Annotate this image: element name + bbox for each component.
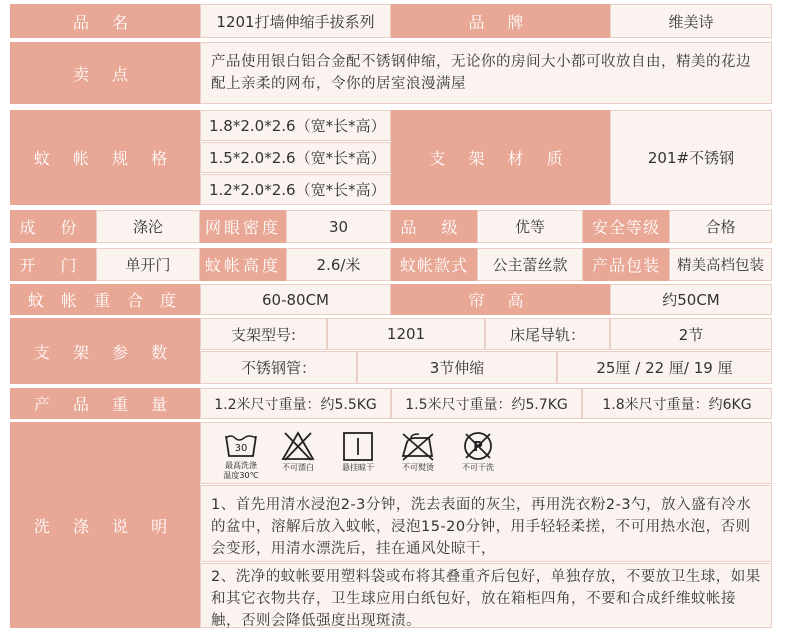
door-value: 单开门	[96, 248, 200, 281]
net-style-label: 蚊帐款式	[391, 248, 477, 281]
frame-material-label: 支 架 材 质	[391, 110, 610, 205]
frame-material-value: 201#不锈钢	[610, 110, 772, 205]
brand-value: 维美诗	[610, 4, 772, 38]
curtain-height-value: 约50CM	[610, 284, 772, 315]
product-name-value: 1201打墙伸缩手拔系列	[200, 4, 391, 38]
tube-value: 3节伸缩	[357, 351, 557, 384]
safety-level-value: 合格	[669, 210, 772, 243]
wash-30-icon	[223, 430, 259, 460]
safety-level-label: 安全等级	[583, 210, 669, 243]
washing-label: 洗 涤 说 明	[10, 422, 200, 628]
overlap-label: 蚊 帐 重 合 度	[10, 284, 200, 315]
no-iron-icon	[399, 430, 437, 462]
hang-dry-icon	[340, 430, 376, 462]
frame-params-label: 支 架 参 数	[10, 318, 200, 384]
net-height-label: 蚊帐高度	[200, 248, 286, 281]
product-name-label: 品 名	[10, 4, 200, 38]
care-caption: 最高洗涤	[225, 461, 257, 470]
care-caption: 不可熨烫	[402, 463, 434, 472]
washing-instruction-1: 1、首先用清水浸泡2-3分钟，洗去表面的灰尘，再用洗衣粉2-3勺，放入盛有冷水的盆中，溶解后放入蚊帐，浸泡15-20分钟，用手轻轻柔搓，不可用热水泡，否则会变形，用清水漂洗后，挂在通风处晾干，	[200, 485, 772, 562]
grade-value: 优等	[477, 210, 583, 243]
svg-text:P: P	[473, 440, 483, 455]
spec-item: 1.5*2.0*2.6（宽*长*高）	[200, 142, 391, 173]
care-icon-wash	[215, 430, 267, 480]
grade-label: 品 级	[391, 210, 477, 243]
net-spec-label: 蚊 帐 规 格	[10, 110, 200, 205]
tube-sizes: 25厘 / 22 厘/ 19 厘	[557, 351, 772, 384]
selling-point-text: 产品使用银白铝合金配不锈钢伸缩，无论你的房间大小都可收放自由，精美的花边配上亲柔的网布，令你的居室浪漫满屋	[200, 42, 772, 104]
weight-item: 1.2米尺寸重量：约5.5KG	[200, 388, 391, 419]
spec-item: 1.8*2.0*2.6（宽*长*高）	[200, 110, 391, 141]
product-weight-label: 产 品 重 量	[10, 388, 200, 419]
packaging-label: 产品包装	[583, 248, 669, 281]
mesh-density-value: 30	[286, 210, 391, 243]
selling-point-label: 卖 点	[10, 42, 200, 104]
rail-label: 床尾导轨：	[485, 318, 610, 350]
rail-value: 2节	[610, 318, 772, 350]
svg-text:30: 30	[234, 443, 248, 454]
packaging-value: 精美高档包装	[669, 248, 772, 281]
door-label: 开 门	[10, 248, 96, 281]
care-caption: 温度30℃	[223, 471, 259, 480]
no-bleach-icon	[280, 430, 316, 462]
weight-item: 1.8米尺寸重量：约6KG	[582, 388, 772, 419]
curtain-height-label: 帘 高	[391, 284, 610, 315]
model-value: 1201	[327, 318, 485, 350]
net-style-value: 公主蕾丝款	[477, 248, 583, 281]
mesh-density-label: 网眼密度	[200, 210, 286, 243]
composition-value: 涤沦	[96, 210, 200, 243]
overlap-value: 60-80CM	[200, 284, 391, 315]
weight-item: 1.5米尺寸重量：约5.7KG	[391, 388, 582, 419]
care-icon-dryclean	[452, 430, 504, 472]
care-icon-bleach	[272, 430, 324, 472]
net-height-value: 2.6/米	[286, 248, 391, 281]
care-caption: 不可干洗	[462, 463, 494, 472]
washing-instruction-2: 2、洗净的蚊帐要用塑料袋或布将其叠重齐后包好，单独存放，不要放卫生球，如果和其它衣物共存，卫生球应用白纸包好，放在箱柜四角，不要和合成纤维蚊帐接触，否则会降低强度出现斑渍。	[200, 563, 772, 628]
no-dry-clean-icon	[460, 430, 496, 462]
spec-item: 1.2*2.0*2.6（宽*长*高）	[200, 174, 391, 205]
tube-label: 不锈钢管：	[200, 351, 357, 384]
model-label: 支架型号:	[200, 318, 327, 350]
care-icon-iron	[392, 430, 444, 472]
brand-label: 品 牌	[391, 4, 610, 38]
care-caption: 不可漂白	[282, 463, 314, 472]
care-icon-hang	[332, 430, 384, 472]
composition-label: 成 份	[10, 210, 96, 243]
care-caption: 悬挂晾干	[342, 463, 374, 472]
